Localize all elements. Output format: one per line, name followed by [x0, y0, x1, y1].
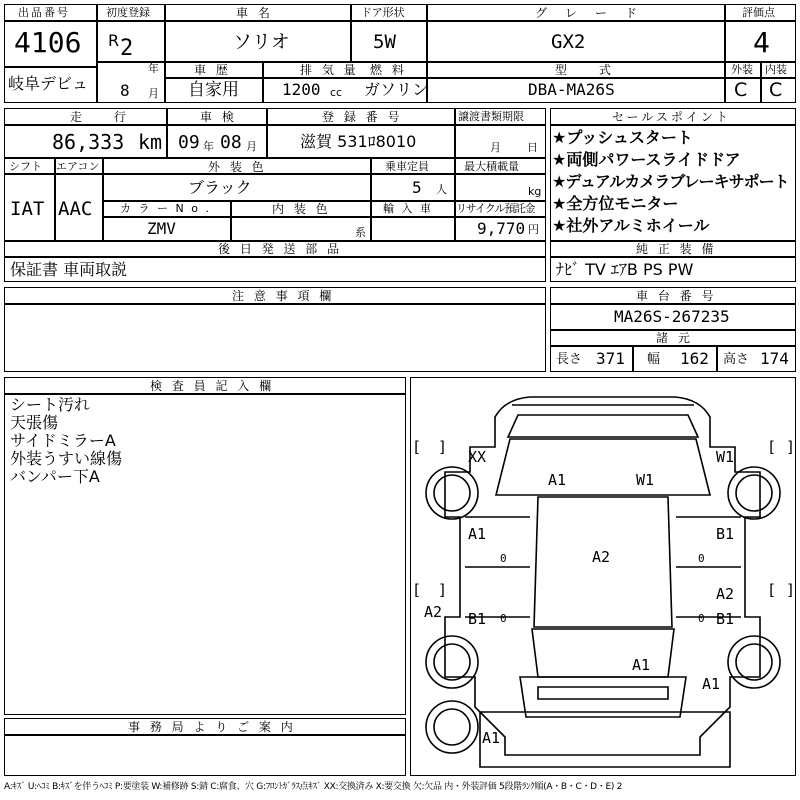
color-no: ZMV [147, 219, 176, 238]
grade-label: グレード [535, 6, 656, 20]
import-label: 輸 入 車 [383, 202, 433, 215]
car-name: ソリオ [233, 31, 290, 53]
door-label: ドア形状 [361, 6, 405, 19]
width-label: 幅 [647, 352, 661, 367]
grade: GX2 [551, 31, 586, 53]
equipment-label: 純 正 装 備 [636, 242, 717, 256]
sales-label: セールスポイント [612, 110, 731, 124]
cc-unit: cc [330, 86, 343, 99]
inspection-month-unit: 月 [246, 140, 257, 153]
chassis-number: MA26S-267235 [614, 307, 730, 326]
mileage-label: 走 行 [70, 110, 140, 124]
bracket-open: [ [767, 581, 777, 599]
model-label: 型 式 [555, 63, 625, 77]
rear-window-outline [532, 629, 674, 677]
recycle-label: リサイクル預託金 [456, 202, 535, 215]
grid-line [262, 61, 264, 103]
shift-label: シフト [9, 160, 42, 173]
grid-line [550, 303, 796, 305]
score: 4 [753, 26, 770, 59]
length: 371 [596, 349, 625, 368]
shift: IAT [10, 198, 45, 220]
grid-line [716, 345, 718, 372]
legend: A:ｷｽﾞ U:ﾍｺﾐ B:ｷｽﾞを伴うﾍｺﾐ P:要塗装 W:補修跡 S:錆 C:腐食、穴 G:ﾌﾛﾝﾄｶﾞﾗｽ点ｷｽﾞ XX:交換済み X:要交換 欠:欠品 内・外装評価 5段階ﾗﾝｸ順(A・B・C・D・E) 2 [4, 782, 623, 792]
interior-grade: C [769, 79, 783, 101]
tailgate-outline [520, 677, 686, 717]
bracket-open: [ [767, 438, 777, 456]
mirror-mark: 0 [698, 552, 705, 565]
load-unit: kg [528, 185, 542, 198]
inspector-block [4, 377, 406, 715]
mirror-mark: 0 [698, 612, 705, 625]
grid-line [97, 20, 724, 22]
damage-code: B1 [716, 610, 735, 628]
inspector-line: シート汚れ [10, 395, 91, 414]
height: 174 [760, 349, 789, 368]
displacement-label: 排 気 量 [300, 63, 359, 77]
sales-point: ★全方位モニター [552, 194, 679, 213]
int-color-unit: 系 [355, 226, 366, 239]
car-name-label: 車 名 [236, 6, 273, 20]
ac-label: エアコン [56, 160, 100, 173]
recycle: 9,770 [477, 219, 526, 238]
grid-line [4, 303, 546, 305]
inspector-line: 外装うすい線傷 [10, 449, 123, 468]
dims-label: 諸 元 [656, 331, 693, 345]
grid-line [4, 157, 546, 159]
grid-line [96, 4, 98, 103]
score-label: 評価点 [742, 6, 775, 19]
transfer-day: 日 [527, 141, 538, 154]
mileage: 86,333 [52, 130, 125, 154]
exterior-label: 外装 [731, 63, 753, 76]
km-unit: km [138, 130, 163, 154]
color-label: 外 装 色 [208, 160, 267, 174]
grid-line [4, 734, 406, 736]
grid-line [166, 108, 168, 157]
exterior-grade: C [734, 79, 748, 101]
interior-label: 内装 [765, 63, 787, 76]
capacity-unit: 人 [436, 183, 447, 196]
grid-line [266, 108, 268, 157]
grid-line [724, 4, 726, 103]
windshield-outline [496, 439, 710, 495]
venue: 岐阜デビュ [8, 74, 89, 93]
mirror-mark: 0 [500, 552, 507, 565]
lot-label: 出品番号 [18, 6, 70, 19]
fuel: ガソリン [364, 80, 429, 99]
bracket-close: ] [438, 438, 448, 456]
spare-wheel-inner [434, 709, 470, 745]
later-label: 後 日 発 送 部 品 [218, 242, 343, 256]
era: R [108, 31, 120, 50]
displacement: 1200 [282, 80, 321, 99]
grid-line [164, 4, 166, 103]
later-parts: 保証書 車両取説 [10, 260, 128, 279]
grid-line [97, 61, 724, 63]
damage-code: A2 [424, 603, 443, 621]
year-unit: 年 [148, 62, 159, 75]
model: DBA-MA26S [528, 80, 615, 99]
grid-line [4, 124, 546, 126]
color-no-label: カ ラ ー N o . [120, 202, 211, 215]
door: 5W [373, 31, 396, 53]
capacity-label: 乗車定員 [385, 160, 429, 173]
transfer-month: 月 [490, 141, 501, 154]
damage-code: B1 [716, 525, 735, 543]
rear-panel-outline [480, 712, 730, 767]
grid-line [230, 200, 232, 240]
inspector-label: 検 査 員 記 入 欄 [150, 379, 275, 393]
lot-number: 4106 [14, 26, 82, 59]
width: 162 [680, 349, 709, 368]
grid-line [725, 20, 796, 22]
inspection-label: 車 検 [200, 110, 237, 124]
grid-line [4, 20, 96, 22]
grid-line [550, 124, 796, 126]
history: 自家用 [188, 80, 239, 100]
fuel-label: 燃 料 [370, 63, 407, 77]
inspection-month: 08 [220, 132, 242, 153]
bracket-close: ] [786, 438, 796, 456]
damage-code: W1 [636, 471, 655, 489]
history-label: 車 歴 [194, 63, 231, 77]
car-diagram [410, 377, 796, 776]
inspector-line: 天張傷 [10, 413, 59, 432]
equipment: ﾅﾋﾞ TV ｴｱB PS PW [556, 260, 694, 279]
plate: 滋賀 531ﾛ8010 [300, 132, 417, 151]
inspection-year: 09 [178, 132, 200, 153]
first-reg-month: 8 [120, 81, 130, 100]
grid-line [4, 173, 546, 175]
rear-bumper-line [538, 687, 668, 699]
bracket-close: ] [438, 581, 448, 599]
grid-line [632, 345, 634, 372]
load-label: 最大積載量 [464, 160, 519, 173]
damage-code: B1 [468, 610, 487, 628]
ac: AAC [58, 198, 93, 220]
office-label: 事 務 局 よ り ご 案 内 [128, 720, 296, 734]
grid-line [102, 216, 546, 218]
grid-line [454, 157, 456, 240]
int-color-label: 内 装 色 [272, 202, 331, 216]
grid-line [550, 256, 796, 258]
month-unit: 月 [148, 87, 159, 100]
color: ブラック [188, 178, 252, 197]
grid-line [454, 108, 456, 157]
damage-code: A1 [548, 471, 567, 489]
inspector-line: サイドミラーA [10, 431, 116, 450]
sales-point: ★社外アルミホイール [552, 216, 710, 235]
wheel-front-right-inner [736, 475, 772, 511]
bonnet-outline [508, 415, 698, 437]
grid-line [370, 157, 372, 240]
wheel-rear-right-inner [736, 644, 772, 680]
length-label: 長さ [556, 352, 583, 367]
height-label: 高さ [723, 352, 750, 367]
inspection-year-unit: 年 [203, 140, 214, 153]
wheel-front-left-inner [434, 475, 470, 511]
damage-code: W1 [716, 448, 735, 466]
damage-code: A1 [482, 729, 501, 747]
capacity: 5 [412, 178, 422, 197]
grid-line [4, 256, 546, 258]
grid-line [350, 4, 352, 61]
chassis-label: 車 台 番 号 [636, 289, 717, 303]
grid-line [165, 77, 724, 79]
damage-code: XX [468, 448, 487, 466]
transfer-label: 譲渡書類期限 [458, 110, 524, 123]
era-year: 2 [120, 36, 134, 61]
damage-code: A1 [468, 525, 487, 543]
bracket-close: ] [786, 581, 796, 599]
grid-line [4, 66, 96, 68]
first-reg-label: 初度登録 [106, 6, 150, 19]
mirror-mark: 0 [500, 612, 507, 625]
plate-label: 登 録 番 号 [322, 110, 403, 124]
damage-code: A2 [592, 548, 611, 566]
bracket-open: [ [412, 581, 422, 599]
sales-point: ★両側パワースライドドア [552, 150, 741, 169]
sales-point: ★デュアルカメラブレーキサポート [552, 172, 789, 191]
wheel-rear-left-inner [434, 644, 470, 680]
damage-code: A1 [702, 675, 721, 693]
bracket-open: [ [412, 438, 422, 456]
damage-code: A1 [632, 656, 651, 674]
sales-point: ★プッシュスタート [552, 128, 693, 147]
grid-line [760, 61, 762, 103]
notes-label: 注 意 事 項 欄 [232, 289, 335, 303]
grid-line [550, 345, 796, 347]
inspector-line: バンパー下A [10, 467, 100, 486]
recycle-unit: 円 [528, 223, 539, 236]
car-body-outline [445, 397, 760, 755]
grid-line [102, 157, 104, 240]
damage-code: A2 [716, 585, 735, 603]
